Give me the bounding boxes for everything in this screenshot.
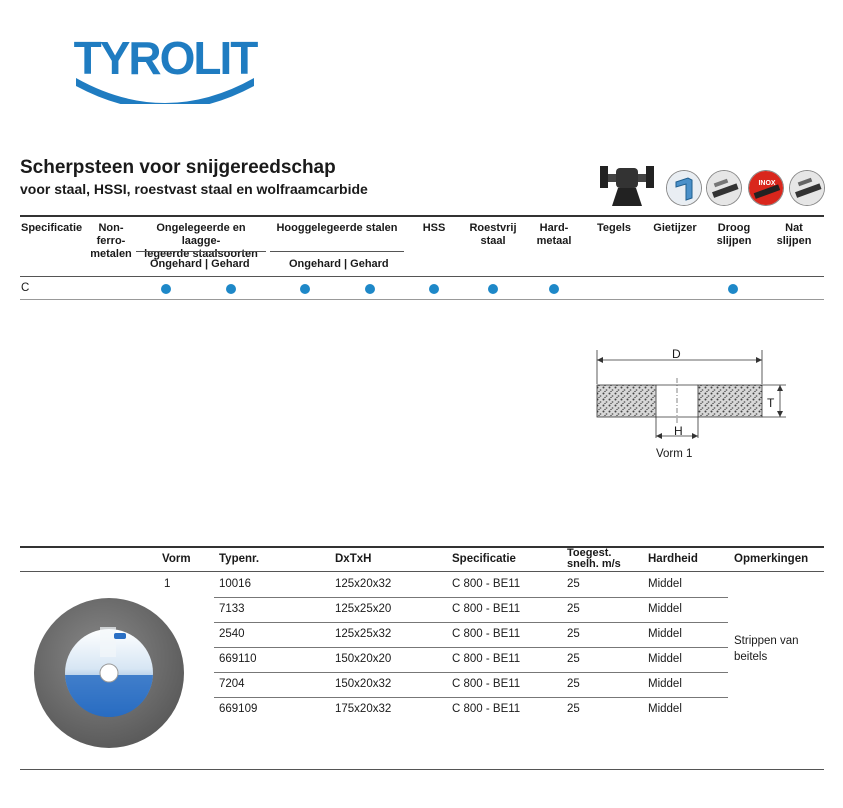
table-row-2-typenr: 2540 [219, 628, 245, 640]
inox-icon [748, 170, 784, 206]
spec-header-non-ferro: Non- ferro- metalen [90, 222, 132, 260]
spec-header-roestvrij: Roestvrij staal [469, 222, 517, 247]
dim-label-t: T [767, 396, 775, 410]
table-row-2-speed: 25 [567, 628, 580, 640]
table-row-1-spec: C 800 - BE11 [452, 603, 521, 615]
spec-header-nat-slijpen: Nat slijpen [776, 222, 812, 247]
spec-table-top-rule [20, 215, 824, 217]
col-header-dxtxh: DxTxH [335, 553, 372, 565]
spec-table-bottom-rule [20, 299, 824, 300]
page-title: Scherpsteen voor snijgereedschap [20, 157, 336, 178]
col-header-specificatie: Specificatie [452, 553, 516, 565]
table-row-2-hardheid: Middel [648, 628, 682, 640]
dim-label-d: D [672, 347, 681, 361]
wheel-dimension-diagram [590, 344, 790, 444]
table-row-5-speed: 25 [567, 703, 580, 715]
table-row-4-speed: 25 [567, 678, 580, 690]
table-row-0-dxtxh: 125x20x32 [335, 578, 392, 590]
svg-text:INOX: INOX [758, 180, 776, 187]
opmerkingen-note: Strippen van beitels [734, 635, 799, 663]
wheel-section-left [597, 385, 656, 417]
col-header-vorm: Vorm [162, 553, 191, 565]
table-row-0-typenr: 10016 [219, 578, 251, 590]
row-divider [214, 647, 728, 648]
spec-header-ongelegeerde: Ongelegeerde en laagge- legeerde staalsoorten [144, 222, 258, 260]
spec-header-hooggelegeerde: Hooggelegeerde stalen [276, 222, 398, 234]
ongelegeerde-ongehard-gehard: Ongehard | Gehard [150, 258, 250, 270]
col-header-hardheid: Hardheid [648, 553, 698, 565]
steel-profile-icon [666, 170, 702, 206]
table-row-5-hardheid: Middel [648, 703, 682, 715]
dot-ongelegeerde-ongehard [161, 284, 171, 294]
row-divider [214, 672, 728, 673]
table-row-4-spec: C 800 - BE11 [452, 678, 521, 690]
table-row-3-dxtxh: 150x20x20 [335, 653, 392, 665]
table-row-1-hardheid: Middel [648, 603, 682, 615]
col-header-toegest-snelh: Toegest. snelh. m/s [567, 547, 621, 570]
table-row-1-speed: 25 [567, 603, 580, 615]
table-row-2-dxtxh: 125x25x32 [335, 628, 392, 640]
dot-hardmetaal [549, 284, 559, 294]
wet-grinding-icon [789, 170, 825, 206]
table-row-3-typenr: 669110 [219, 653, 257, 665]
table-row-4-hardheid: Middel [648, 678, 682, 690]
product-table-bottom-rule [20, 769, 824, 770]
spec-header-tegels: Tegels [596, 222, 632, 234]
hooggelegeerde-underline [270, 251, 404, 252]
dry-grinding-icon [706, 170, 742, 206]
spec-header-hss: HSS [422, 222, 446, 234]
table-row-3-speed: 25 [567, 653, 580, 665]
dot-hss [429, 284, 439, 294]
spec-header-droog-slijpen: Droog slijpen [716, 222, 752, 247]
dot-droog-slijpen [728, 284, 738, 294]
grinding-wheel-image [32, 597, 186, 749]
page-subtitle: voor staal, HSSI, roestvast staal en wolfraamcarbide [20, 181, 368, 197]
table-row-0-speed: 25 [567, 578, 580, 590]
product-header-bottom-rule [20, 571, 824, 572]
table-row-1-dxtxh: 125x25x20 [335, 603, 392, 615]
table-row-5-dxtxh: 175x20x32 [335, 703, 392, 715]
row-divider [214, 597, 728, 598]
tyrolit-logo [72, 28, 258, 104]
product-table-top-rule [20, 546, 824, 548]
dim-label-h: H [674, 424, 683, 438]
col-header-opmerkingen: Opmerkingen [734, 553, 809, 565]
dot-hooggelegeerde-ongehard [300, 284, 310, 294]
vorm-value: 1 [164, 578, 171, 590]
table-row-1-typenr: 7133 [219, 603, 245, 615]
logo-text: TYROLIT [73, 32, 257, 84]
ongelegeerde-underline [136, 251, 266, 252]
row-divider [214, 697, 728, 698]
table-row-3-hardheid: Middel [648, 653, 682, 665]
row-divider [214, 622, 728, 623]
spec-header-bottom-rule [20, 276, 824, 277]
spec-header-specificatie: Specificatie [21, 222, 83, 234]
wheel-section-right [698, 385, 762, 417]
table-row-2-spec: C 800 - BE11 [452, 628, 521, 640]
table-row-4-typenr: 7204 [219, 678, 245, 690]
table-row-0-spec: C 800 - BE11 [452, 578, 521, 590]
table-row-5-spec: C 800 - BE11 [452, 703, 521, 715]
col-header-typenr: Typenr. [219, 553, 260, 565]
diagram-caption: Vorm 1 [656, 448, 693, 460]
dot-ongelegeerde-gehard [226, 284, 236, 294]
table-row-0-hardheid: Middel [648, 578, 682, 590]
spec-row-label: C [21, 282, 30, 294]
bench-grinder-icon [598, 162, 656, 208]
table-row-5-typenr: 669109 [219, 703, 258, 715]
dot-roestvrij [488, 284, 498, 294]
table-row-3-spec: C 800 - BE11 [452, 653, 521, 665]
hooggelegeerde-ongehard-gehard: Ongehard | Gehard [289, 258, 389, 270]
table-row-4-dxtxh: 150x20x32 [335, 678, 392, 690]
spec-header-gietijzer: Gietijzer [653, 222, 697, 234]
dot-hooggelegeerde-gehard [365, 284, 375, 294]
spec-header-hardmetaal: Hard- metaal [536, 222, 572, 247]
